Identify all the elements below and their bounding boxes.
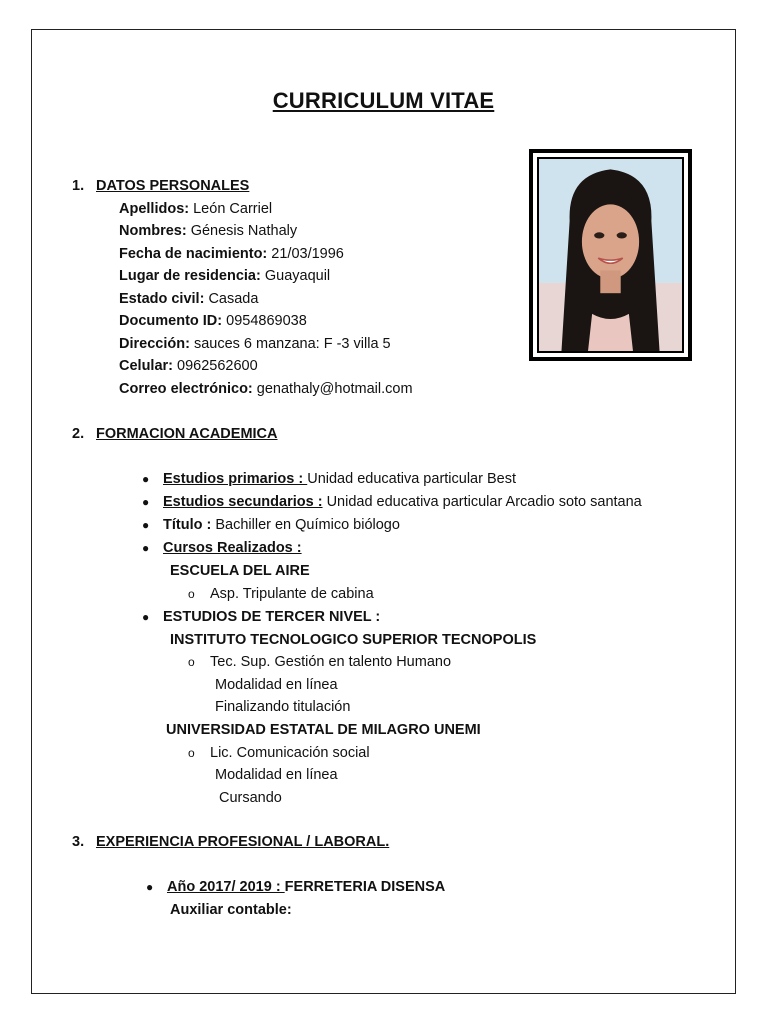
field-apellidos: Apellidos: León Carriel [119,201,273,217]
field-estado-civil: Estado civil: Casada [119,291,259,307]
field-lugar-residencia: Lugar de residencia: Guayaquil [119,268,331,284]
list-item-tercer-nivel: ● ESTUDIOS DE TERCER NIVEL : [142,609,381,625]
universidad-modalidad: Modalidad en línea [215,767,338,783]
job-role: Auxiliar contable: [170,902,292,918]
field-nombres: Nombres: Génesis Nathaly [119,223,298,239]
instituto-item: o Tec. Sup. Gestión en talento Humano [188,654,452,670]
list-item-titulo: ● Título : Bachiller en Químico biólogo [142,517,400,533]
field-fecha-nacimiento: Fecha de nacimiento: 21/03/1996 [119,246,344,262]
portrait-photo [539,159,682,351]
profile-photo-frame [529,149,692,361]
section-experiencia-heading: 3. EXPERIENCIA PROFESIONAL / LABORAL. [72,834,390,850]
section-datos-personales-heading: 1. DATOS PERSONALES [72,178,250,194]
escuela-name: ESCUELA DEL AIRE [170,563,310,579]
universidad-status: Cursando [219,790,282,806]
escuela-item: o Asp. Tripulante de cabina [188,586,374,602]
field-direccion: Dirección: sauces 6 manzana: F -3 villa 5 [119,336,391,352]
universidad-item: o Lic. Comunicación social [188,745,370,761]
instituto-status: Finalizando titulación [215,699,351,715]
universidad-name: UNIVERSIDAD ESTATAL DE MILAGRO UNEMI [166,722,481,738]
section-formacion-heading: 2. FORMACION ACADEMICA [72,426,278,442]
field-documento-id: Documento ID: 0954869038 [119,313,307,329]
list-item-secundarios: ● Estudios secundarios : Unidad educativa particular Arcadio soto santana [142,494,642,510]
instituto-name: INSTITUTO TECNOLOGICO SUPERIOR TECNOPOLIS [170,632,537,648]
field-correo: Correo electrónico: genathaly@hotmail.com [119,381,413,397]
list-item-job: ● Año 2017/ 2019 : FERRETERIA DISENSA [146,879,446,895]
page-title: CURRICULUM VITAE [272,88,495,113]
cv-page [31,29,736,994]
instituto-modalidad: Modalidad en línea [215,677,338,693]
list-item-primarios: ● Estudios primarios : Unidad educativa particular Best [142,471,516,487]
list-item-cursos: ● Cursos Realizados : [142,540,302,556]
field-celular: Celular: 0962562600 [119,358,258,374]
